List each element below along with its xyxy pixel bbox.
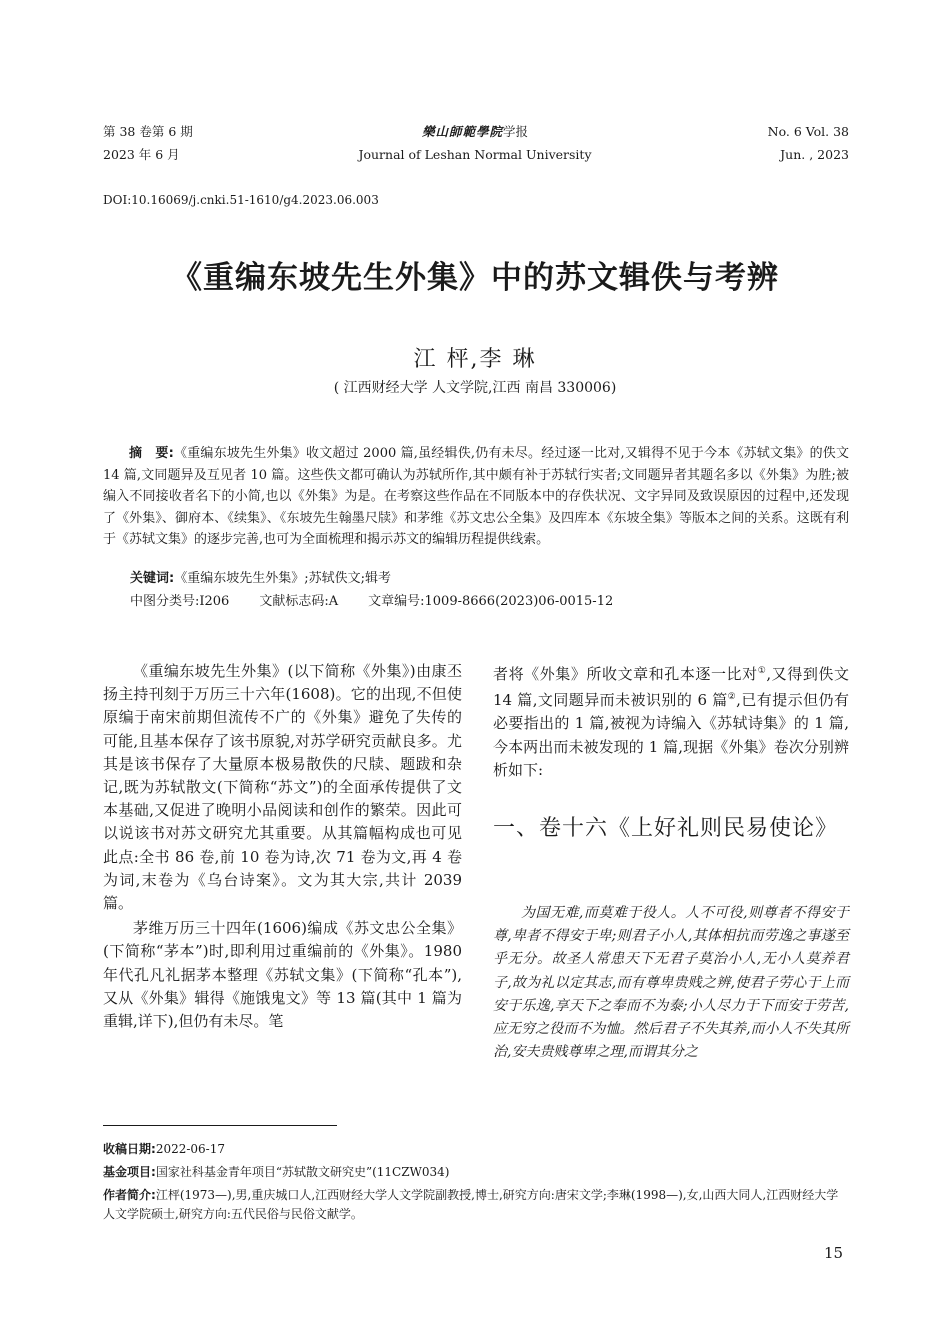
body-paragraph: 《重编东坡先生外集》(以下简称《外集》)由康丕扬主持刊刻于万历三十六年(1608)。它的出现,不但使原编于南宋前期但流传不广的《外集》避免了失传的可能,且基本保存了该书原貌,对苏学研究贡献良多。尤其是该书保存了大量原本极易散佚的尺牍、题跋和杂记,既为苏轼散文(下简称“苏文”)的全面承传提供了文本基础,又促进了晚明小品阅读和创作的繁荣。因此可以说该书对苏文研究尤其重要。从其篇幅构成也可见此点:全书 86 卷,前 10 卷为诗,次 71 卷为文,再 4 卷为词,末卷为《乌台诗案》。文为其大宗,共计 2039 篇。 (103, 662, 462, 913)
affiliation: ( 江西财经大学 人文学院,江西 南昌 330006) (333, 380, 617, 396)
article-number: 文章编号:1009-8666(2023)06-0015-12 (368, 594, 614, 609)
doi: DOI:10.16069/j.cnki.51-1610/g4.2023.06.003 (103, 193, 379, 207)
quoted-text: 为国无难,而莫难于役人。人不可役,则尊者不得安于尊,卑者不得安于卑;则君子小人,其体相抗而劳逸之事遂至乎无分。故圣人常患天下无君子莫治小人,无小人莫养君子,故为礼以定其志,而有尊卑贵贱之辨,使君子劳心于上而安于乐逸,享天下之奉而不为泰;小人尽力于下而安于劳苦,应无穷之役而不为恤。然后君子不失其养,而小人不失其所治,安夫贵贱尊卑之理,而谓其分之 (493, 905, 849, 1061)
fund-label: 基金项目: (103, 1165, 156, 1179)
article-title: 《重编东坡先生外集》中的苏文辑佚与考辨 (171, 260, 779, 296)
keywords (130, 568, 391, 589)
body-text: ,已有提示但仍有必要指出的 1 篇,被视为诗编入《苏轼诗集》的 1 篇,今本两出而未被发现的 1 篇,现据《外集》卷次分别辨析如下: (493, 691, 849, 779)
footnote-divider (103, 1125, 337, 1126)
authors: 江 枰,李 琳 (413, 347, 537, 372)
body-text: 者将《外集》所收文章和孔本逐一比对 (493, 665, 758, 683)
header-journal-en: Journal of Leshan Normal University (358, 147, 592, 162)
body-paragraph: 茅维万历三十四年(1606)编成《苏文忠公全集》(下简称“茅本”)时,即利用过重编前的《外集》。1980 年代孔凡礼据茅本整理《苏轼文集》(下简称“孔本”),又从《外集》辑得《施饿鬼文》等 13 篇(其中 1 篇为重辑,详下),但仍有未尽。笔 (103, 919, 462, 1031)
received-label: 收稿日期: (103, 1142, 156, 1156)
doc-code: 文献标志码:A (259, 594, 339, 609)
body-left-column (103, 660, 462, 1033)
header-vol-issue: 第 38 卷第 6 期 (103, 124, 193, 139)
journal-suffix: 学报 (503, 124, 529, 139)
abstract-label: 摘 要: (129, 446, 174, 461)
received-date (103, 1140, 849, 1159)
author-bio-label: 作者简介: (103, 1188, 156, 1202)
fund-value: 国家社科基金青年项目“苏轼散文研究史”(11CZW034) (155, 1165, 450, 1179)
footnote-ref-2[interactable]: ② (727, 692, 737, 703)
header-month-year: Jun. , 2023 (780, 147, 849, 162)
footnote-ref-1[interactable]: ① (757, 666, 767, 676)
body-text: ,又得到佚文 14 篇,文同题异而未被识别的 6 篇 (493, 665, 849, 710)
header-date: 2023 年 6 月 (103, 147, 180, 162)
keywords-text: 《重编东坡先生外集》;苏轼佚文;辑考 (174, 571, 391, 586)
keywords-label: 关键词: (130, 571, 175, 586)
fund-info (103, 1163, 849, 1182)
clc-code: 中图分类号:I206 (130, 594, 230, 609)
abstract-text: 《重编东坡先生外集》收文超过 2000 篇,虽经辑佚,仍有未尽。经过逐一比对,又辑得不见于今本《苏轼文集》的佚文 14 篇,文同题异及互见者 10 篇。这些佚文都可确认为苏轼所作,其中颇有补于苏轼行实者;文同题异者其题名多以《外集》为胜;被编入不同接收者名下的小简,也以《外集》为是。在考察这些作品在不同版本中的存佚状况、文字异同及致误原因的过程中,还发现了《外集》、御府本、《续集》、《东坡先生翰墨尺牍》和茅维《苏文忠公全集》及四库本《东坡全集》等版本之间的关系。这既有利于《苏轼文集》的逐步完善,也可为全面梳理和揭示苏文的编辑历程提供线索。 (103, 446, 850, 547)
author-bio (103, 1186, 849, 1224)
received-value: 2022-06-17 (155, 1142, 225, 1156)
section-heading: 一、卷十六《上好礼则民易使论》 (493, 816, 839, 841)
classification (130, 591, 643, 612)
author-bio-text: 江枰(1973—),男,重庆城口人,江西财经大学人文学院副教授,博士,研究方向:唐宋文学;李琳(1998—),女,山西大同人,江西财经大学人文学院硕士,研究方向:五代民俗与民俗文献学。 (103, 1188, 839, 1221)
body-paragraph-continued (493, 660, 849, 782)
page-number: 15 (824, 1244, 844, 1262)
header-no-vol: No. 6 Vol. 38 (767, 124, 849, 139)
body-right-column (493, 660, 849, 782)
abstract (103, 443, 849, 551)
journal-logo: 樂山師範學院 (421, 124, 503, 139)
